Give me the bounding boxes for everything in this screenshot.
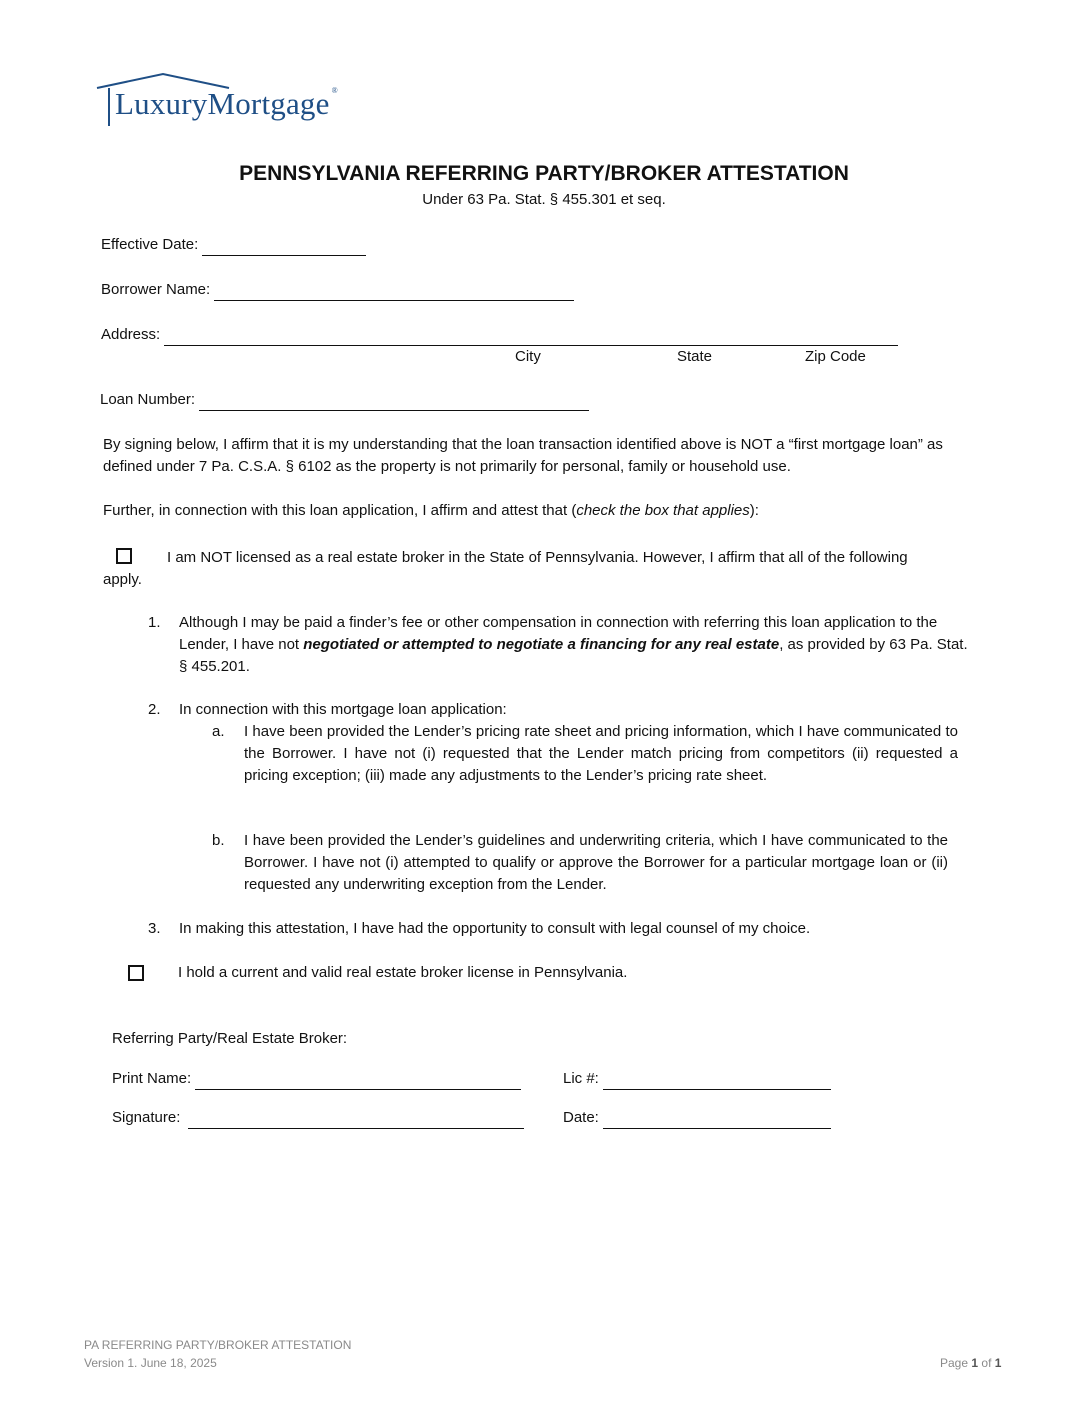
logo-wordmark: LuxuryMortgage ® bbox=[115, 86, 338, 121]
effective-date-label: Effective Date: bbox=[101, 236, 199, 253]
company-logo bbox=[95, 72, 385, 134]
signature-label: Signature: bbox=[112, 1109, 181, 1126]
item1-number: 1. bbox=[148, 614, 161, 631]
further-paragraph: Further, in connection with this loan application, I affirm and attest that (check the box that applies): bbox=[103, 502, 759, 519]
page-subtitle: Under 63 Pa. Stat. § 455.301 et seq. bbox=[422, 191, 666, 208]
item2a-text: I have been provided the Lender’s pricing rate sheet and pricing information, which I have communicated to the Borrower. I have not (i) requested that the Lender match pricing from competitors (ii) requested a pricing exception; (iii) made any adjustments to the Lender’s pricing rate sheet. bbox=[244, 723, 958, 784]
page-title: PENNSYLVANIA REFERRING PARTY/BROKER ATTESTATION bbox=[239, 162, 849, 185]
print-name-label: Print Name: bbox=[112, 1070, 192, 1087]
signature-field bbox=[112, 1107, 524, 1129]
date-field bbox=[563, 1107, 831, 1129]
item2-number: 2. bbox=[148, 701, 161, 718]
lic-field bbox=[563, 1068, 831, 1090]
borrower-name-field bbox=[101, 279, 574, 301]
item2-text: In connection with this mortgage loan application: bbox=[179, 701, 507, 718]
borrower-name-label: Borrower Name: bbox=[101, 281, 211, 298]
item3-text: In making this attestation, I have had the opportunity to consult with legal counsel of my choice. bbox=[179, 920, 811, 937]
option1-intro: I am NOT licensed as a real estate broker in the State of Pennsylvania. However, I affirm that all of the following bbox=[167, 549, 908, 566]
signature-heading: Referring Party/Real Estate Broker: bbox=[112, 1030, 348, 1047]
item2b-text: I have been provided the Lender’s guidelines and underwriting criteria, which I have communicated to the Borrower. I have not (i) attempted to qualify or approve the Borrower for a particular mortgage loan or (ii) requested any underwriting exception from the Lender. bbox=[244, 832, 948, 893]
option1-intro-cont: apply. bbox=[103, 571, 142, 588]
lic-label: Lic #: bbox=[563, 1070, 599, 1087]
print-name-field bbox=[112, 1068, 521, 1090]
signature-line[interactable] bbox=[188, 1113, 524, 1129]
city-label: City bbox=[515, 348, 541, 365]
loan-number-line[interactable] bbox=[199, 395, 589, 411]
zip-label: Zip Code bbox=[805, 348, 866, 365]
item2a-letter: a. bbox=[212, 723, 225, 740]
loan-number-label: Loan Number: bbox=[100, 391, 196, 408]
item3-number: 3. bbox=[148, 920, 161, 937]
state-label: State bbox=[677, 348, 713, 365]
date-line[interactable] bbox=[603, 1113, 831, 1129]
option2-text: I hold a current and valid real estate broker license in Pennsylvania. bbox=[178, 964, 628, 981]
item1-text: Although I may be paid a finder’s fee or other compensation in connection with referring this loan application to the Lender, I have not negotiated or attempted to negotiate a financing for any real estate, as provided by 63 Pa. Stat. § 455.201. bbox=[179, 614, 968, 675]
licensed-broker-checkbox[interactable] bbox=[128, 965, 144, 981]
footer-version: Version 1. June 18, 2025 bbox=[84, 1356, 217, 1370]
item2b-letter: b. bbox=[212, 832, 225, 849]
effective-date-field bbox=[101, 234, 366, 256]
footer-title: PA REFERRING PARTY/BROKER ATTESTATION bbox=[84, 1338, 352, 1352]
address-label: Address: bbox=[101, 326, 161, 343]
borrower-name-line[interactable] bbox=[214, 285, 574, 301]
effective-date-line[interactable] bbox=[202, 240, 366, 256]
date-label: Date: bbox=[563, 1109, 599, 1126]
affirmation-paragraph: By signing below, I affirm that it is my understanding that the loan transaction identified above is NOT a “first mortgage loan” as defined under 7 Pa. C.S.A. § 6102 as the property is not primarily for personal, family or household use. bbox=[103, 436, 943, 475]
print-name-line[interactable] bbox=[195, 1074, 521, 1090]
address-line[interactable] bbox=[164, 330, 898, 346]
page-indicator: Page 1 of 1 bbox=[940, 1356, 1002, 1370]
not-licensed-checkbox[interactable] bbox=[116, 548, 132, 564]
loan-number-field bbox=[100, 389, 589, 411]
address-field bbox=[101, 324, 898, 346]
lic-line[interactable] bbox=[603, 1074, 831, 1090]
